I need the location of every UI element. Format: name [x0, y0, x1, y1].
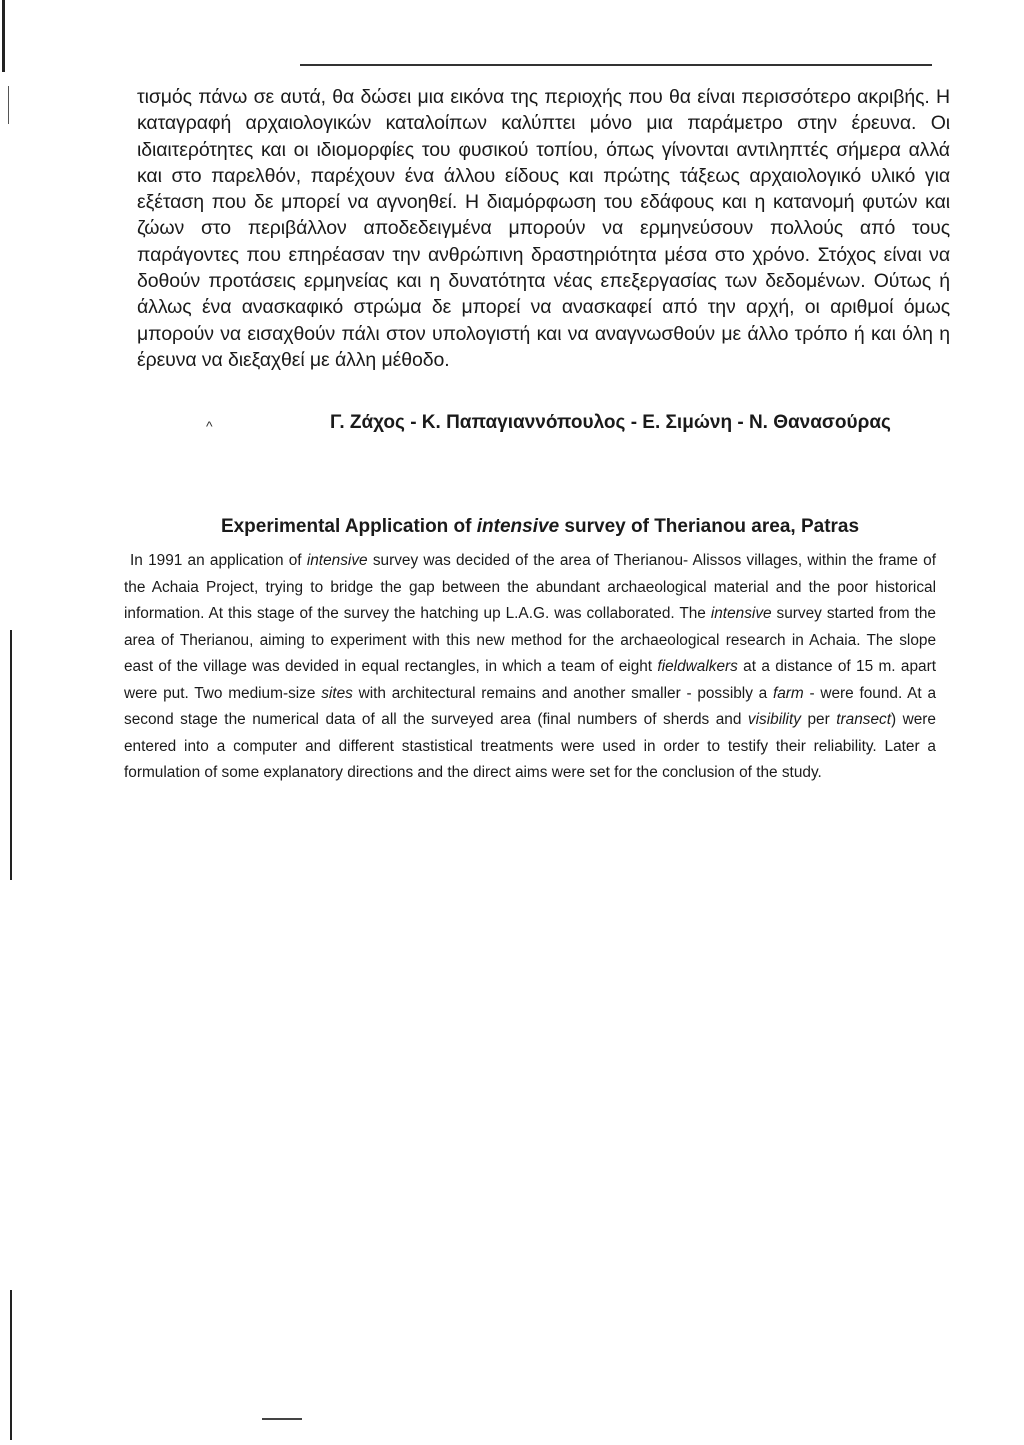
header-rule [300, 64, 932, 66]
authors-line: Γ. Ζάχος - Κ. Παπαγιαννόπουλος - Ε. Σιμώνη - Ν. Θανασούρας [330, 412, 891, 433]
abstract-text: In 1991 an application of [130, 552, 307, 569]
english-title [120, 516, 960, 538]
abstract-text: - were found. At a second stage the numerical data of all the surveyed area (final numbers of sherds and [124, 684, 936, 728]
greek-body-text [137, 84, 950, 373]
scan-edge-mark [10, 630, 12, 880]
abstract-italic: fieldwalkers [657, 658, 738, 675]
caret-mark-icon: ^ [206, 418, 213, 434]
footer-rule [262, 1418, 302, 1420]
abstract-text: ) were entered into a computer and different stastistical treatments were used in order to testify their reliability. Later a formulation of some explanatory directions and the direct aims were set for the conclusion of the study. [124, 711, 936, 781]
title-part: survey of Therianou area, Patras [559, 516, 860, 537]
abstract-text: per [800, 711, 837, 728]
abstract-italic: visibility [747, 711, 801, 728]
abstract-text: survey was decided of the area of Therianou- Alissos villages, within the frame of the Achaia Project, trying to bridge the gap between the abundant archaeological material and the poor historical information. At this stage of the survey the hatching up L.A.G. was collaborated. The [124, 552, 937, 622]
scan-edge-mark [2, 0, 5, 72]
abstract-text: survey started from the area of Therianou, aiming to experiment with this new method for the archaeological research in Achaia. The slope east of the village was devided in equal rectangles, in which a team of eight [124, 605, 936, 675]
scan-edge-mark [10, 1290, 12, 1440]
abstract-italic: transect [836, 711, 891, 728]
abstract-paragraph [124, 548, 936, 787]
title-italic: intensive [476, 516, 560, 537]
english-abstract [124, 548, 936, 787]
greek-paragraph: τισμός πάνω σε αυτά, θα δώσει μια εικόνα της περιοχής που θα είναι περισσότερο ακριβής. Η καταγραφή αρχαιολογικών καταλοίπων καλύπτει μόνο μια παράμετρο στην έρευνα. Οι ιδιαιτερότητες και οι ιδιομορφίες του φυσικού τοπίου, όπως γίνονται αντιληπτές σήμερα αλλά και στο παρελθόν, παρέχουν ένα άλλου είδους και πρώτης τάξεως αρχαιολογικό υλικό για εξέταση που δε μπορεί να αγνοηθεί. Η διαμόρφωση του εδάφους και η κατανομή φυτών και ζώων στο περιβάλλον αποδεδειγμένα μπορούν να ερμηνεύσουν πολλούς από τους παράγοντες που επηρέασαν την ανθρώπινη δραστηριότητα μέσα στο χρόνο. Στόχος είναι να δοθούν προτάσεις ερμηνείας και η δυνατότητα νέας επεξεργασίας των δεδομένων. Ούτως ή άλλως ένα ανασκαφικό στρώμα δε μπορεί να ανασκαφεί από την αρχή, οι αριθμοί όμως μπορούν να εισαχθούν πάλι στον υπολογιστή και να αναγνωσθούν με άλλο τρόπο ή και όλη η έρευνα να διεξαχθεί με άλλη μέθοδο. [137, 86, 950, 371]
abstract-italic: intensive [710, 605, 772, 622]
abstract-text: with architectural remains and another smaller - possibly a [352, 684, 773, 702]
abstract-italic: sites [321, 684, 353, 702]
abstract-italic: farm [772, 684, 804, 702]
title-part: Experimental Application of [220, 516, 477, 537]
abstract-text: at a distance of 15 m. apart were put. Two medium-size [124, 658, 936, 702]
scan-edge-mark [8, 86, 9, 124]
abstract-italic: intensive [306, 552, 368, 569]
